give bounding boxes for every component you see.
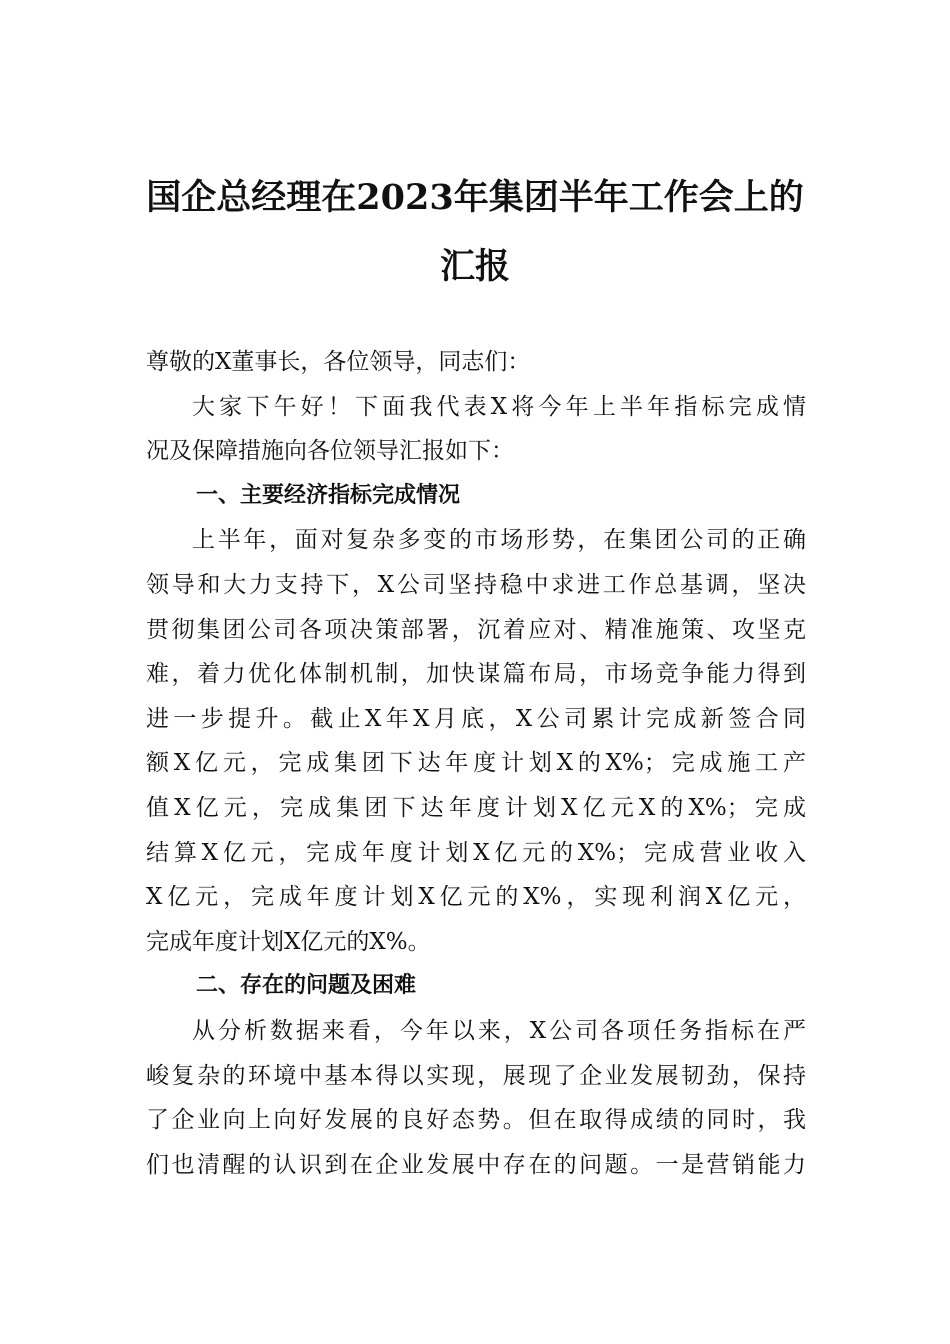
paragraph-line: 峻复杂的环境中基本得以实现，展现了企业发展韧劲，保持	[146, 1062, 806, 1089]
paragraph-line: 难，着力优化体制机制，加快谋篇布局，市场竞争能力得到	[146, 661, 806, 688]
section-heading-2: 二、存在的问题及困难	[196, 973, 417, 999]
document-title-line-1: 国企总经理在2023年集团半年工作会上的	[146, 177, 804, 218]
paragraph-line: 完成年度计划X亿元的X%。	[146, 928, 431, 955]
paragraph-line: 了企业向上向好发展的良好态势。但在取得成绩的同时，我	[146, 1107, 806, 1134]
paragraph-line: X亿元，完成年度计划X亿元的X%，实现利润X亿元，	[146, 884, 806, 911]
section-heading-1: 一、主要经济指标完成情况	[196, 482, 461, 508]
document-body	[146, 340, 806, 1187]
paragraph-line: 领导和大力支持下，X公司坚持稳中求进工作总基调，坚决	[146, 571, 806, 598]
salutation: 尊敬的X董事长，各位领导，同志们：	[146, 349, 531, 375]
intro-line: 况及保障措施向各位领导汇报如下：	[146, 438, 514, 465]
paragraph-line: 额X亿元，完成集团下达年度计划X的X%；完成施工产	[146, 750, 806, 777]
paragraph-line: 上半年，面对复杂多变的市场形势，在集团公司的正确	[192, 527, 806, 554]
paragraph-line: 贯彻集团公司各项决策部署，沉着应对、精准施策、攻坚克	[146, 616, 806, 643]
paragraph-line: 从分析数据来看，今年以来，X公司各项任务指标在严	[192, 1017, 806, 1044]
paragraph-line: 值X亿元，完成集团下达年度计划X亿元X的X%；完成	[146, 794, 806, 821]
intro-line: 大家下午好！下面我代表X将今年上半年指标完成情	[192, 393, 806, 420]
paragraph-line: 进一步提升。截止X年X月底，X公司累计完成新签合同	[146, 705, 806, 732]
paragraph-line: 们也清醒的认识到在企业发展中存在的问题。一是营销能力	[146, 1151, 806, 1178]
paragraph-line: 结算X亿元，完成年度计划X亿元的X%；完成营业收入	[146, 839, 806, 866]
document-title-line-2: 汇报	[439, 246, 510, 287]
